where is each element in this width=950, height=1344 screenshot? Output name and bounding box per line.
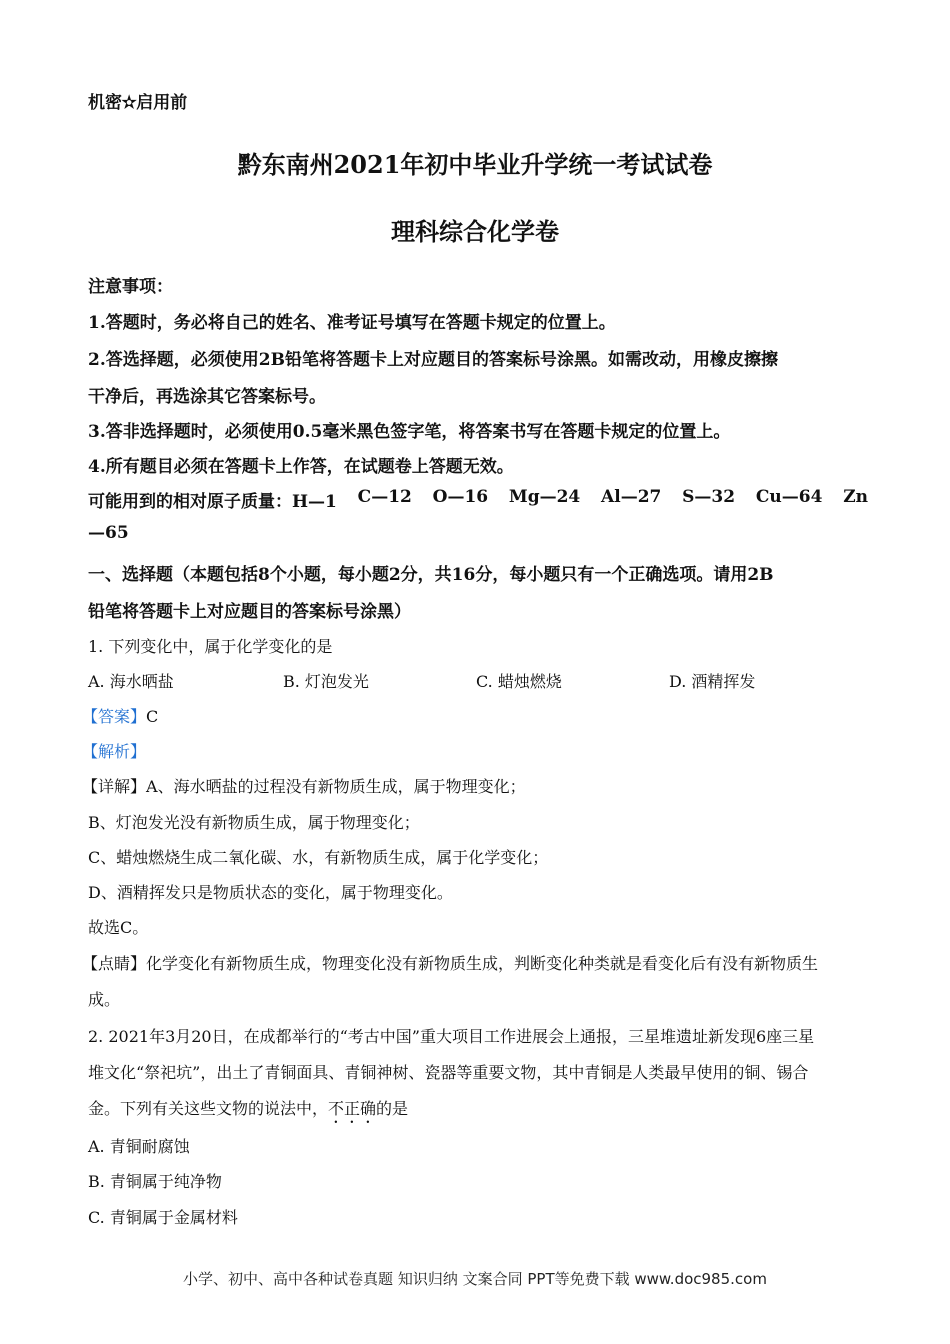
exam-subtitle: 理科综合化学卷 <box>391 217 559 246</box>
question-2-stem-cont: 堆文化“祭祀坑”，出土了青铜面具、青铜神树、瓷器等重要文物，其中青铜是人类最早使用的铜、锡合 <box>88 1063 809 1082</box>
section-heading: 一、选择题（本题包括8个小题，每小题2分，共16分，每小题只有一个正确选项。请用2B <box>88 565 774 585</box>
atomic-mass: Zn <box>843 487 868 507</box>
q1-option-d: D. 酒精挥发 <box>669 672 756 691</box>
q2-text: 的是 <box>376 1099 409 1118</box>
q2-text: 金。下列有关这些文物的说法中， <box>88 1099 329 1118</box>
q1-detail <box>82 774 526 797</box>
q1-analysis <box>82 739 146 762</box>
detail-tag: 【详解】 <box>82 777 147 796</box>
q1-answer <box>82 704 158 727</box>
question-1-stem: 1. 下列变化中，属于化学变化的是 <box>88 637 333 656</box>
detail-line: A、海水晒盐的过程没有新物质生成，属于物理变化； <box>146 777 526 796</box>
q2-option-c: C. 青铜属于金属材料 <box>88 1208 238 1227</box>
q1-comment <box>82 951 818 974</box>
notice-item: 1.答题时，务必将自己的姓名、准考证号填写在答题卡规定的位置上。 <box>88 313 616 333</box>
exam-title: 黔东南州2021年初中毕业升学统一考试试卷 <box>237 150 713 179</box>
q1-option-b: B. 灯泡发光 <box>283 672 369 691</box>
q2-option-b: B. 青铜属于纯净物 <box>88 1172 222 1191</box>
atomic-mass: O—16 <box>432 487 489 507</box>
atomic-mass-wrap: —65 <box>88 523 129 543</box>
atomic-masses-label: 可能用到的相对原子质量：H—1 <box>88 492 337 512</box>
comment-text: 化学变化有新物质生成，物理变化没有新物质生成，判断变化种类就是看变化后有没有新物质生 <box>146 954 819 973</box>
atomic-masses-line <box>88 487 868 512</box>
comment-text-cont: 成。 <box>88 990 121 1009</box>
atomic-mass: C—12 <box>357 487 412 507</box>
detail-line: C、蜡烛燃烧生成二氧化碳、水，有新物质生成，属于化学变化； <box>88 848 549 867</box>
detail-line: B、灯泡发光没有新物质生成，属于物理变化； <box>88 813 420 832</box>
page-footer: 小学、初中、高中各种试卷真题 知识归纳 文案合同 PPT等免费下载 www.doc985.com <box>183 1270 767 1288</box>
confidential-label: 机密✫启用前 <box>88 93 188 113</box>
analysis-tag: 【解析】 <box>82 742 147 761</box>
comment-tag: 【点睛】 <box>82 954 147 973</box>
question-2-stem-cont <box>88 1096 408 1127</box>
detail-line: 故选C。 <box>88 918 149 937</box>
atomic-mass: Mg—24 <box>508 487 581 507</box>
detail-line: D、酒精挥发只是物质状态的变化，属于物理变化。 <box>88 883 453 902</box>
notice-item: 3.答非选择题时，必须使用0.5毫米黑色签字笔，将答案书写在答题卡规定的位置上。 <box>88 422 731 442</box>
q1-option-c: C. 蜡烛燃烧 <box>476 672 562 691</box>
notice-item: 干净后，再选涂其它答案标号。 <box>88 387 326 407</box>
q1-option-a: A. 海水晒盐 <box>88 672 174 691</box>
answer-tag: 【答案】 <box>82 707 147 726</box>
atomic-mass: S—32 <box>682 487 736 507</box>
notice-heading: 注意事项： <box>88 277 173 297</box>
atomic-mass: Cu—64 <box>755 487 823 507</box>
notice-item: 4.所有题目必须在答题卡上作答，在试题卷上答题无效。 <box>88 457 514 477</box>
question-2-stem: 2. 2021年3月20日，在成都举行的“考古中国”重大项目工作进展会上通报，三星堆遗址新发现6座三星 <box>88 1027 815 1046</box>
atomic-mass: Al—27 <box>601 487 662 507</box>
answer-value: C <box>146 707 159 726</box>
q2-emphasis: 不正确 <box>328 1099 377 1118</box>
section-heading-cont: 铅笔将答题卡上对应题目的答案标号涂黑） <box>88 602 411 622</box>
q2-option-a: A. 青铜耐腐蚀 <box>88 1137 190 1156</box>
notice-item: 2.答选择题，必须使用2B铅笔将答题卡上对应题目的答案标号涂黑。如需改动，用橡皮擦擦 <box>88 350 778 370</box>
